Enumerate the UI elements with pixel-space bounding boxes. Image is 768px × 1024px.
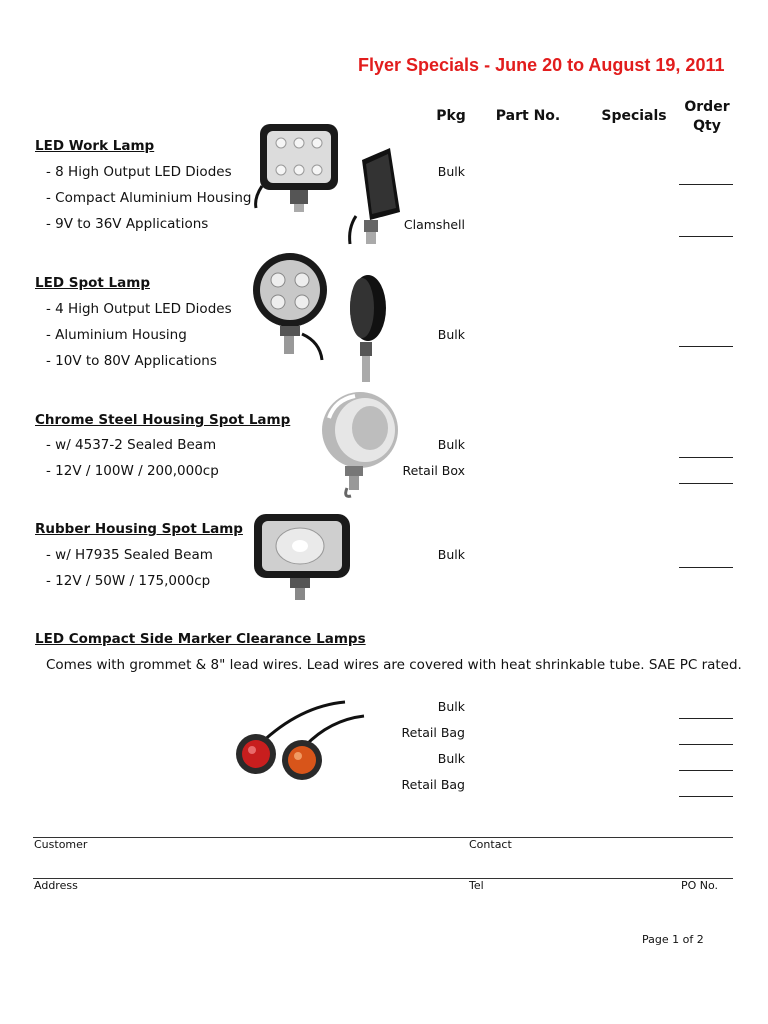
flyer-title: Flyer Specials - June 20 to August 19, 2011 [358, 55, 725, 75]
order-qty-field[interactable] [679, 796, 733, 797]
order-qty-field[interactable] [679, 236, 733, 237]
pkg-cell: Bulk [437, 327, 465, 342]
col-part-no: Part No. [495, 108, 561, 124]
side-marker-lamps-image [230, 696, 370, 786]
form-divider [33, 837, 733, 838]
order-qty-field[interactable] [679, 718, 733, 719]
pkg-cell: Retail Box [402, 463, 465, 478]
led-work-lamp-image [252, 120, 412, 250]
feature-text: - w/ 4537-2 Sealed Beam [46, 437, 217, 453]
pkg-cell: Bulk [437, 699, 465, 714]
feature-text: - Aluminium Housing [46, 327, 187, 343]
section-description: Comes with grommet & 8" lead wires. Lead wires are covered with heat shrinkable tube. SAE PC rated. [46, 657, 742, 673]
pkg-cell: Retail Bag [401, 777, 465, 792]
col-order-qty: Order Qty [684, 99, 730, 134]
feature-text: - w/ H7935 Sealed Beam [46, 547, 213, 563]
order-qty-field[interactable] [679, 567, 733, 568]
customer-label: Customer [34, 838, 88, 851]
feature-text: - 12V / 100W / 200,000cp [46, 463, 219, 479]
feature-text: - 9V to 36V Applications [46, 216, 209, 232]
feature-text: - 10V to 80V Applications [46, 353, 217, 369]
order-qty-field[interactable] [679, 770, 733, 771]
feature-text: - 8 High Output LED Diodes [46, 164, 232, 180]
feature-text: - 12V / 50W / 175,000cp [46, 573, 211, 589]
order-qty-field[interactable] [679, 184, 733, 185]
pkg-cell: Bulk [437, 751, 465, 766]
section-heading-side-marker-lamps: LED Compact Side Marker Clearance Lamps [35, 631, 366, 647]
feature-text: - Compact Aluminium Housing [46, 190, 252, 206]
led-spot-lamp-image [250, 250, 400, 390]
section-heading-led-work-lamp: LED Work Lamp [35, 138, 155, 154]
rubber-spot-lamp-image [250, 510, 354, 606]
order-qty-field[interactable] [679, 744, 733, 745]
pkg-cell: Retail Bag [401, 725, 465, 740]
po-no-label: PO No. [681, 879, 719, 892]
section-heading-led-spot-lamp: LED Spot Lamp [35, 275, 150, 291]
order-qty-field[interactable] [679, 457, 733, 458]
pkg-cell: Clamshell [403, 217, 465, 232]
col-specials: Specials [601, 108, 667, 124]
form-divider [33, 878, 733, 879]
feature-text: - 4 High Output LED Diodes [46, 301, 232, 317]
section-heading-chrome-steel-spot-lamp: Chrome Steel Housing Spot Lamp [35, 412, 291, 428]
section-heading-rubber-spot-lamp: Rubber Housing Spot Lamp [35, 521, 243, 537]
tel-label: Tel [469, 879, 484, 892]
pkg-cell: Bulk [437, 547, 465, 562]
address-label: Address [34, 879, 78, 892]
order-qty-field[interactable] [679, 483, 733, 484]
page-number: Page 1 of 2 [642, 933, 704, 946]
order-qty-field[interactable] [679, 346, 733, 347]
chrome-spot-lamp-image [315, 388, 405, 500]
contact-label: Contact [469, 838, 512, 851]
pkg-cell: Bulk [437, 437, 465, 452]
pkg-cell: Bulk [437, 164, 465, 179]
col-pkg: Pkg [436, 108, 466, 124]
